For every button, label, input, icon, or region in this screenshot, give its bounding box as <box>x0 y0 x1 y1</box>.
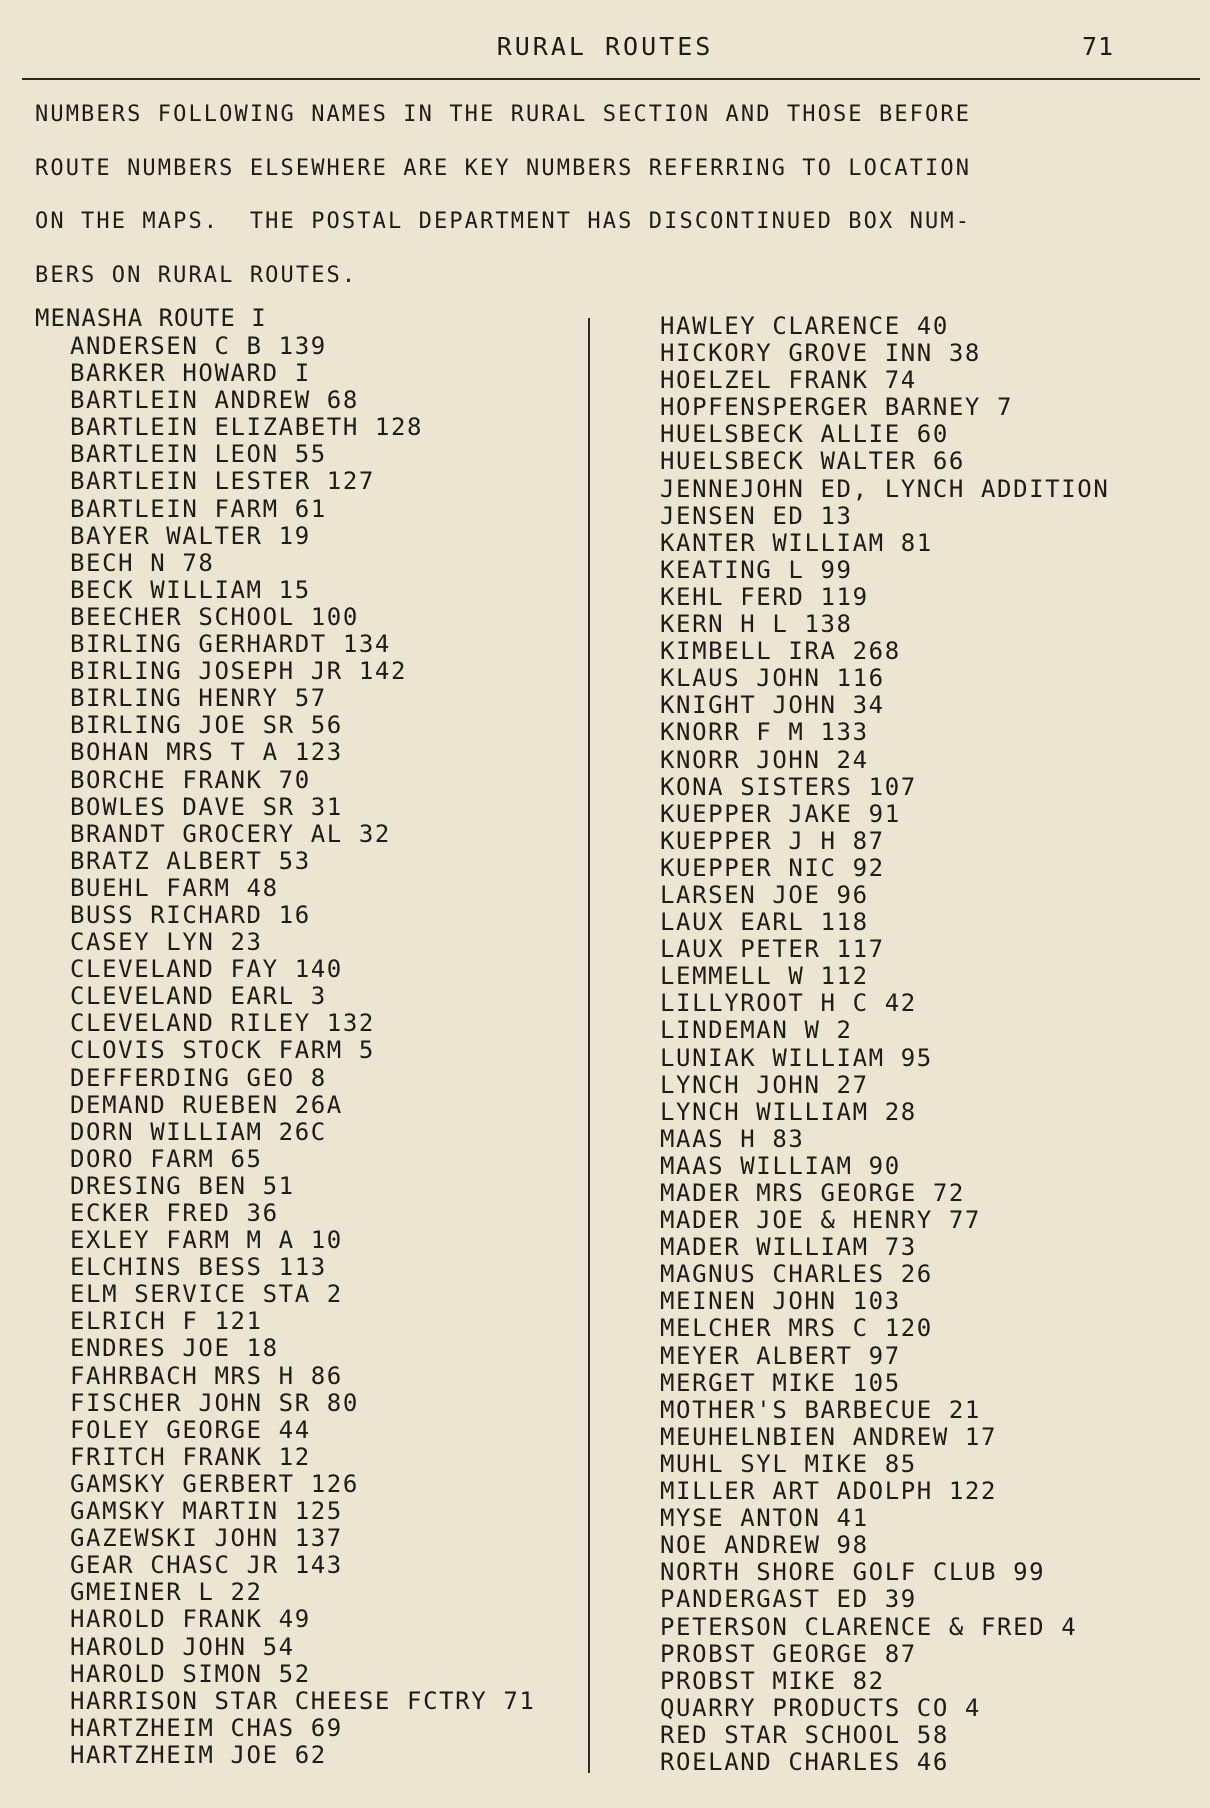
directory-entry: BOHAN MRS T A 123 <box>70 738 343 767</box>
directory-entry: PROBST MIKE 82 <box>660 1666 885 1695</box>
directory-entry: PANDERGAST ED 39 <box>660 1585 917 1614</box>
directory-entry: FRITCH FRANK 12 <box>70 1442 311 1471</box>
directory-entry: MEUHELNBIEN ANDREW 17 <box>660 1422 998 1451</box>
directory-entry: MYSE ANTON 41 <box>660 1504 869 1533</box>
directory-entry: NORTH SHORE GOLF CLUB 99 <box>660 1558 1046 1587</box>
directory-entry: RED STAR SCHOOL 58 <box>660 1720 949 1749</box>
directory-entry: MAAS H 83 <box>660 1124 805 1153</box>
directory-entry: KERN H L 138 <box>660 610 853 639</box>
directory-entry: BRANDT GROCERY AL 32 <box>70 819 391 848</box>
directory-entry: MERGET MIKE 105 <box>660 1368 901 1397</box>
directory-entry: ELCHINS BESS 113 <box>70 1253 327 1282</box>
directory-entry: ANDERSEN C B 139 <box>70 332 327 360</box>
directory-entry: KIMBELL IRA 268 <box>660 637 901 666</box>
directory-entry: LYNCH WILLIAM 28 <box>660 1097 917 1126</box>
directory-entry: BARKER HOWARD I <box>70 359 311 388</box>
directory-entry: DEMAND RUEBEN 26A <box>70 1090 343 1119</box>
directory-entry: MAAS WILLIAM 90 <box>660 1151 901 1180</box>
intro-paragraph <box>35 88 1185 302</box>
directory-entry: HUELSBECK WALTER 66 <box>660 447 965 476</box>
directory-entry: KEATING L 99 <box>660 555 853 584</box>
directory-entry: BRATZ ALBERT 53 <box>70 846 311 875</box>
directory-entry: BECH N 78 <box>70 548 215 577</box>
directory-entry: KUEPPER JAKE 91 <box>660 799 901 828</box>
directory-entry: BAYER WALTER 19 <box>70 521 311 550</box>
directory-entry: GAZEWSKI JOHN 137 <box>70 1524 343 1553</box>
directory-entry: KNIGHT JOHN 34 <box>660 691 885 720</box>
directory-entry: LUNIAK WILLIAM 95 <box>660 1043 933 1072</box>
directory-entry: ENDRES JOE 18 <box>70 1334 279 1363</box>
directory-entry: HAWLEY CLARENCE 40 <box>660 312 949 340</box>
directory-entry: HARTZHEIM CHAS 69 <box>70 1713 343 1742</box>
directory-entry: BUSS RICHARD 16 <box>70 900 311 929</box>
directory-entry: BECK WILLIAM 15 <box>70 575 311 604</box>
route-heading: MENASHA ROUTE I <box>35 304 267 332</box>
directory-entry: BIRLING JOE SR 56 <box>70 711 343 740</box>
directory-entry: HOPFENSPERGER BARNEY 7 <box>660 393 1014 422</box>
directory-entry: HUELSBECK ALLIE 60 <box>660 420 949 449</box>
directory-entry: MADER WILLIAM 73 <box>660 1233 917 1262</box>
column-divider <box>588 318 590 1773</box>
directory-entry: MUHL SYL MIKE 85 <box>660 1449 917 1478</box>
directory-entry: MADER JOE & HENRY 77 <box>660 1206 981 1235</box>
directory-entry: DEFFERDING GEO 8 <box>70 1063 327 1092</box>
directory-entry: PETERSON CLARENCE & FRED 4 <box>660 1612 1078 1641</box>
directory-entry: MEINEN JOHN 103 <box>660 1287 901 1316</box>
directory-entry: KUEPPER NIC 92 <box>660 853 885 882</box>
directory-entry: BIRLING JOSEPH JR 142 <box>70 657 408 686</box>
directory-entry: FISCHER JOHN SR 80 <box>70 1388 359 1417</box>
directory-entry: NOE ANDREW 98 <box>660 1531 869 1560</box>
directory-entry: HAROLD SIMON 52 <box>70 1659 311 1688</box>
directory-entry: BARTLEIN LESTER 127 <box>70 467 375 496</box>
directory-entry: BARTLEIN ANDREW 68 <box>70 386 359 415</box>
directory-entry: BUEHL FARM 48 <box>70 873 279 902</box>
header-rule <box>22 78 1200 80</box>
directory-entry: HOELZEL FRANK 74 <box>660 366 917 395</box>
page-number: 71 <box>1082 32 1115 61</box>
directory-entry: HICKORY GROVE INN 38 <box>660 339 981 368</box>
directory-entry: GAMSKY MARTIN 125 <box>70 1497 343 1526</box>
directory-entry: GEAR CHASC JR 143 <box>70 1551 343 1580</box>
directory-entry: BORCHE FRANK 70 <box>70 765 311 794</box>
directory-entry: MAGNUS CHARLES 26 <box>660 1260 933 1289</box>
right-column-list <box>660 313 1109 1776</box>
directory-entry: LEMMELL W 112 <box>660 962 869 991</box>
intro-line: NUMBERS FOLLOWING NAMES IN THE RURAL SECTION AND THOSE BEFORE <box>35 102 972 127</box>
directory-entry: KUEPPER J H 87 <box>660 826 885 855</box>
directory-entry: EXLEY FARM M A 10 <box>70 1226 343 1255</box>
directory-entry: HARRISON STAR CHEESE FCTRY 71 <box>70 1686 536 1715</box>
left-column-list <box>70 333 535 1769</box>
directory-entry: ELRICH F 121 <box>70 1307 263 1336</box>
directory-entry: JENSEN ED 13 <box>660 501 853 530</box>
directory-entry: DORN WILLIAM 26C <box>70 1117 327 1146</box>
directory-entry: CLEVELAND RILEY 132 <box>70 1009 375 1038</box>
directory-entry: CLEVELAND EARL 3 <box>70 982 327 1011</box>
directory-entry: MELCHER MRS C 120 <box>660 1314 933 1343</box>
directory-entry: BOWLES DAVE SR 31 <box>70 792 343 821</box>
directory-entry: DORO FARM 65 <box>70 1144 263 1173</box>
directory-entry: BARTLEIN ELIZABETH 128 <box>70 413 424 442</box>
directory-entry: QUARRY PRODUCTS CO 4 <box>660 1693 981 1722</box>
directory-entry: KNORR JOHN 24 <box>660 745 869 774</box>
directory-entry: KLAUS JOHN 116 <box>660 664 885 693</box>
directory-entry: BARTLEIN LEON 55 <box>70 440 327 469</box>
directory-entry: LINDEMAN W 2 <box>660 1016 853 1045</box>
directory-entry: CASEY LYN 23 <box>70 928 263 957</box>
directory-entry: MILLER ART ADOLPH 122 <box>660 1477 998 1506</box>
directory-entry: CLEVELAND FAY 140 <box>70 955 343 984</box>
directory-entry: FAHRBACH MRS H 86 <box>70 1361 343 1390</box>
directory-entry: LARSEN JOE 96 <box>660 880 869 909</box>
directory-entry: GAMSKY GERBERT 126 <box>70 1469 359 1498</box>
directory-entry: KANTER WILLIAM 81 <box>660 528 933 557</box>
directory-entry: BEECHER SCHOOL 100 <box>70 602 359 631</box>
directory-entry: JENNEJOHN ED, LYNCH ADDITION <box>660 474 1110 503</box>
directory-entry: HAROLD JOHN 54 <box>70 1632 295 1661</box>
directory-entry: BIRLING HENRY 57 <box>70 684 327 713</box>
directory-entry: LYNCH JOHN 27 <box>660 1070 869 1099</box>
directory-entry: LAUX PETER 117 <box>660 935 885 964</box>
directory-entry: ELM SERVICE STA 2 <box>70 1280 343 1309</box>
directory-entry: GMEINER L 22 <box>70 1578 263 1607</box>
directory-entry: BIRLING GERHARDT 134 <box>70 630 391 659</box>
directory-entry: CLOVIS STOCK FARM 5 <box>70 1036 375 1065</box>
directory-entry: BARTLEIN FARM 61 <box>70 494 327 523</box>
directory-entry: LILLYROOT H C 42 <box>660 989 917 1018</box>
directory-entry: KEHL FERD 119 <box>660 582 869 611</box>
intro-line: ON THE MAPS. THE POSTAL DEPARTMENT HAS DISCONTINUED BOX NUM- <box>35 209 972 234</box>
directory-entry: ECKER FRED 36 <box>70 1199 279 1227</box>
directory-entry: LAUX EARL 118 <box>660 908 869 937</box>
directory-entry: MADER MRS GEORGE 72 <box>660 1179 965 1207</box>
directory-entry: HARTZHEIM JOE 62 <box>70 1740 327 1769</box>
directory-entry: KONA SISTERS 107 <box>660 772 917 801</box>
directory-entry: PROBST GEORGE 87 <box>660 1639 917 1668</box>
directory-entry: MEYER ALBERT 97 <box>660 1341 901 1370</box>
directory-entry: DRESING BEN 51 <box>70 1171 295 1200</box>
directory-entry: HAROLD FRANK 49 <box>70 1605 311 1634</box>
page-title: RURAL ROUTES <box>496 32 714 61</box>
directory-entry: MOTHER'S BARBECUE 21 <box>660 1395 981 1424</box>
directory-entry: FOLEY GEORGE 44 <box>70 1415 311 1444</box>
intro-line: BERS ON RURAL ROUTES. <box>35 262 358 288</box>
directory-entry: ROELAND CHARLES 46 <box>660 1747 949 1776</box>
intro-line: ROUTE NUMBERS ELSEWHERE ARE KEY NUMBERS REFERRING TO LOCATION <box>35 155 972 181</box>
directory-entry: KNORR F M 133 <box>660 718 869 747</box>
